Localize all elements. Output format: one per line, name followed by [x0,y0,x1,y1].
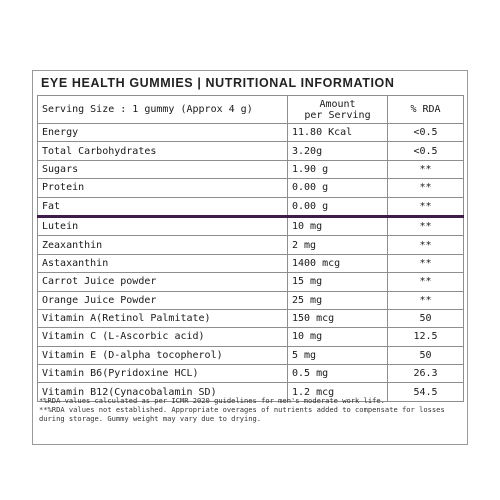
nutrient-amount: 10 mg [288,216,388,235]
amount-header [288,96,388,124]
amount-header-text: Amount per Serving [304,98,371,121]
nutrient-name: Energy [38,124,288,142]
table-row [38,236,464,254]
nutrient-amount: 0.5 mg [288,365,388,383]
nutrition-rows [38,124,464,402]
nutrient-amount: 11.80 Kcal [288,124,388,142]
nutrient-rda: ** [388,197,464,216]
table-row [38,197,464,216]
nutrient-rda: <0.5 [388,142,464,160]
nutrient-rda: ** [388,273,464,291]
nutrient-name: Astaxanthin [38,254,288,272]
nutrient-amount: 150 mcg [288,309,388,327]
nutrient-name: Fat [38,197,288,216]
nutrient-name: Vitamin A(Retinol Palmitate) [38,309,288,327]
nutrient-amount: 10 mg [288,328,388,346]
table-row [38,142,464,160]
nutrient-name: Vitamin E (D-alpha tocopherol) [38,346,288,364]
nutrient-rda: ** [388,160,464,178]
table-row [38,309,464,327]
table-row [38,273,464,291]
table-header-row [38,96,464,124]
nutrient-rda: <0.5 [388,124,464,142]
nutrient-name: Vitamin C (L-Ascorbic acid) [38,328,288,346]
nutrient-amount: 3.20g [288,142,388,160]
table-row [38,216,464,235]
nutrient-rda: ** [388,254,464,272]
nutrient-rda: ** [388,236,464,254]
nutrition-table [37,95,464,402]
nutrient-name: Zeaxanthin [38,236,288,254]
nutrient-rda: ** [388,216,464,235]
nutrient-rda: 12.5 [388,328,464,346]
table-row [38,291,464,309]
rda-header: % RDA [388,96,464,124]
table-row [38,254,464,272]
nutrient-name: Vitamin B12(Cynacobalamin SD) [38,383,288,401]
nutrient-rda: 54.5 [388,383,464,401]
nutrient-rda: ** [388,291,464,309]
nutrient-rda: 50 [388,346,464,364]
nutrient-name: Orange Juice Powder [38,291,288,309]
nutrient-name: Protein [38,179,288,197]
footnotes [39,396,465,423]
footnote-rda-not-established: **%RDA values not established. Appropriate overages of nutrients added to compensate for losses during storage. Gummy weight may vary due to drying. [39,405,450,423]
nutrient-name: Total Carbohydrates [38,142,288,160]
footnote-rda-calculated: *%RDA values calculated as per ICMR 2020 guidelines for men's moderate work life. [39,396,385,405]
nutrient-amount: 1.90 g [288,160,388,178]
nutrient-amount: 0.00 g [288,179,388,197]
table-row [38,365,464,383]
nutrient-amount: 2 mg [288,236,388,254]
table-row [38,328,464,346]
nutrient-amount: 1400 mcg [288,254,388,272]
nutrient-amount: 5 mg [288,346,388,364]
nutrient-name: Lutein [38,216,288,235]
nutrient-name: Carrot Juice powder [38,273,288,291]
nutrient-rda: 50 [388,309,464,327]
serving-size-header: Serving Size : 1 gummy (Approx 4 g) [38,96,288,124]
panel-title: EYE HEALTH GUMMIES | NUTRITIONAL INFORMATION [41,76,395,90]
nutrient-amount: 0.00 g [288,197,388,216]
nutrient-rda: ** [388,179,464,197]
table-row [38,160,464,178]
table-row [38,346,464,364]
table-row [38,179,464,197]
nutrient-amount: 15 mg [288,273,388,291]
nutrient-amount: 25 mg [288,291,388,309]
nutrient-name: Sugars [38,160,288,178]
nutrient-rda: 26.3 [388,365,464,383]
table-row [38,124,464,142]
nutrient-name: Vitamin B6(Pyridoxine HCL) [38,365,288,383]
nutrition-panel [32,70,468,445]
nutrient-amount: 1.2 mcg [288,383,388,401]
